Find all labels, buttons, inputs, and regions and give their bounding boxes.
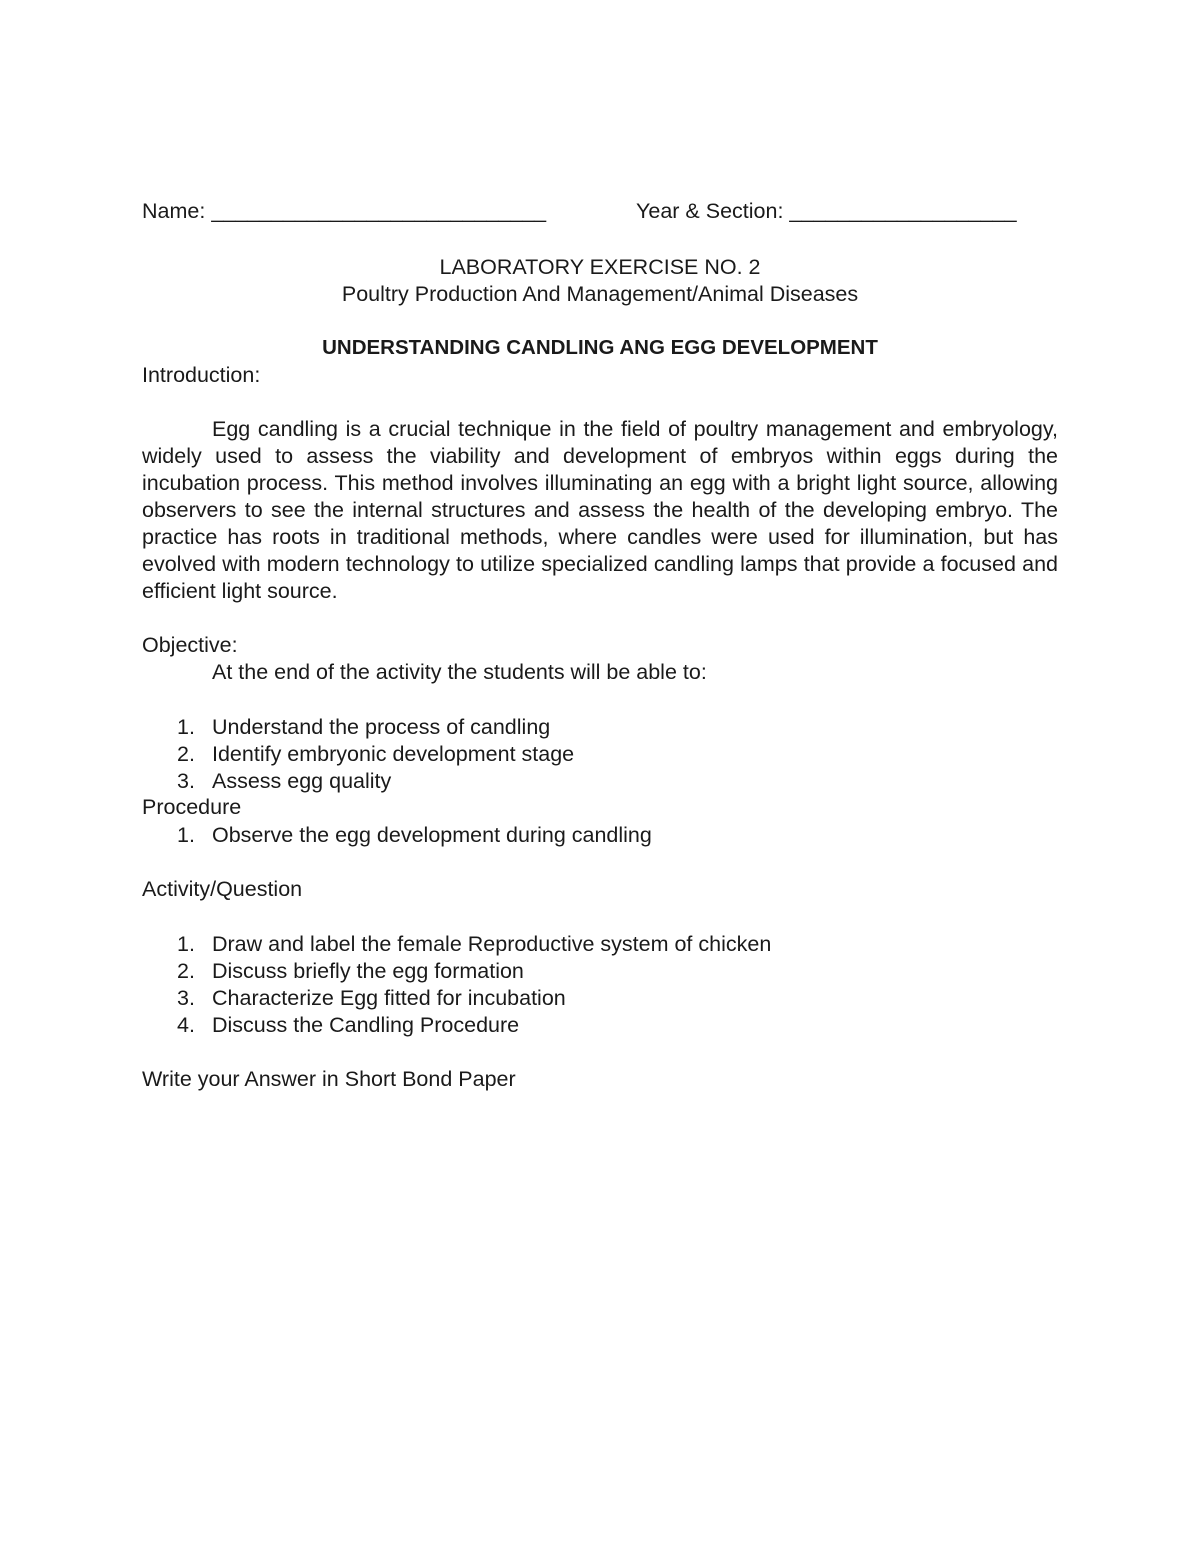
list-number: 1.: [177, 823, 195, 847]
list-text: Understand the process of candling: [212, 715, 551, 739]
list-number: 1.: [177, 932, 195, 956]
name-label: Name:: [142, 199, 206, 223]
objective-lead: At the end of the activity the students will be able to:: [212, 660, 707, 684]
course-name: Poultry Production And Management/Animal Diseases: [341, 282, 859, 306]
footer-note: Write your Answer in Short Bond Paper: [142, 1067, 516, 1091]
list-text: Assess egg quality: [212, 769, 392, 793]
list-number: 3.: [177, 769, 195, 793]
list-text: Draw and label the female Reproductive system of chicken: [212, 932, 772, 956]
section-blank: ___________________: [789, 199, 1017, 223]
section-label: Year & Section:: [636, 199, 784, 223]
introduction-heading: Introduction:: [142, 363, 261, 387]
list-text: Discuss the Candling Procedure: [212, 1013, 520, 1037]
list-text: Observe the egg development during candling: [212, 823, 652, 847]
list-text: Identify embryonic development stage: [212, 742, 575, 766]
activity-heading: Activity/Question: [142, 877, 303, 901]
name-field: [142, 199, 546, 224]
exercise-number: LABORATORY EXERCISE NO. 2: [439, 255, 761, 279]
list-number: 1.: [177, 715, 195, 739]
list-number: 4.: [177, 1013, 195, 1037]
list-text: Characterize Egg fitted for incubation: [212, 986, 566, 1010]
list-number: 2.: [177, 959, 195, 983]
list-number: 2.: [177, 742, 195, 766]
objective-heading: Objective:: [142, 633, 238, 657]
list-text: Discuss briefly the egg formation: [212, 959, 524, 983]
procedure-heading: Procedure: [142, 795, 242, 819]
introduction-paragraph: Egg candling is a crucial technique in the field of poultry management and embryology, widely used to assess the viability and development of embryos within eggs during the incubation process. This method involves illuminating an egg with a bright light source, allowing observers to see the internal structures and assess the health of the developing embryo. The practice has roots in traditional methods, where candles were used for illumination, but has evolved with modern technology to utilize specialized candling lamps that provide a focused and efficient light source.: [142, 417, 1058, 603]
section-field: [636, 199, 1017, 224]
list-number: 3.: [177, 986, 195, 1010]
name-blank: ____________________________: [211, 199, 547, 223]
exercise-title: UNDERSTANDING CANDLING ANG EGG DEVELOPMENT: [322, 336, 878, 359]
